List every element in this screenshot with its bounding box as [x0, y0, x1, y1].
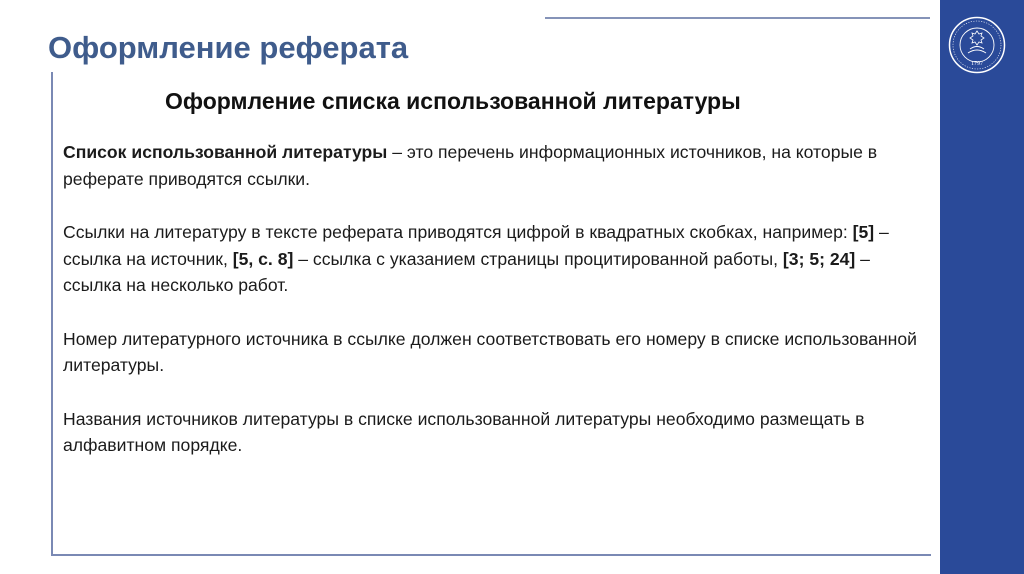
slide-body — [63, 139, 923, 486]
top-divider — [545, 17, 930, 19]
citation-text-2: – ссылка на источник, — [63, 222, 889, 269]
section-title: Оформление списка использованной литературы — [165, 88, 741, 114]
citation-example-2: [5, с. 8] — [232, 248, 294, 269]
citation-example-3: [3; 5; 24] — [782, 248, 856, 269]
citation-text-4: – ссылка на несколько работ. — [63, 248, 870, 295]
brand-sidebar — [936, 0, 1024, 574]
page-title: Оформление реферата — [48, 30, 409, 65]
citation-text-1: Ссылки на литературу в тексте реферата приводятся цифрой в квадратных скобках, например: — [63, 222, 853, 242]
university-seal-icon — [948, 16, 1006, 74]
seal-year: 1797 — [971, 61, 983, 67]
definition-text: – это перечень информационных источников, на которые в реферате приводятся ссылки. — [63, 142, 878, 189]
paragraph-definition — [63, 139, 923, 192]
paragraph-numbering: Номер литературного источника в ссылке должен соответствовать его номеру в списке использованной литературы. — [63, 328, 917, 375]
paragraph-ordering: Названия источников литературы в списке использованной литературы необходимо размещать в алфавитном порядке. — [63, 408, 865, 455]
citation-text-3: – ссылка с указанием страницы процитированной работы, — [293, 248, 783, 269]
citation-example-1: [5] — [852, 222, 875, 242]
sidebar-edge — [936, 0, 940, 574]
term-bold: Список использованной литературы — [63, 142, 388, 162]
paragraph-citations — [63, 219, 923, 299]
